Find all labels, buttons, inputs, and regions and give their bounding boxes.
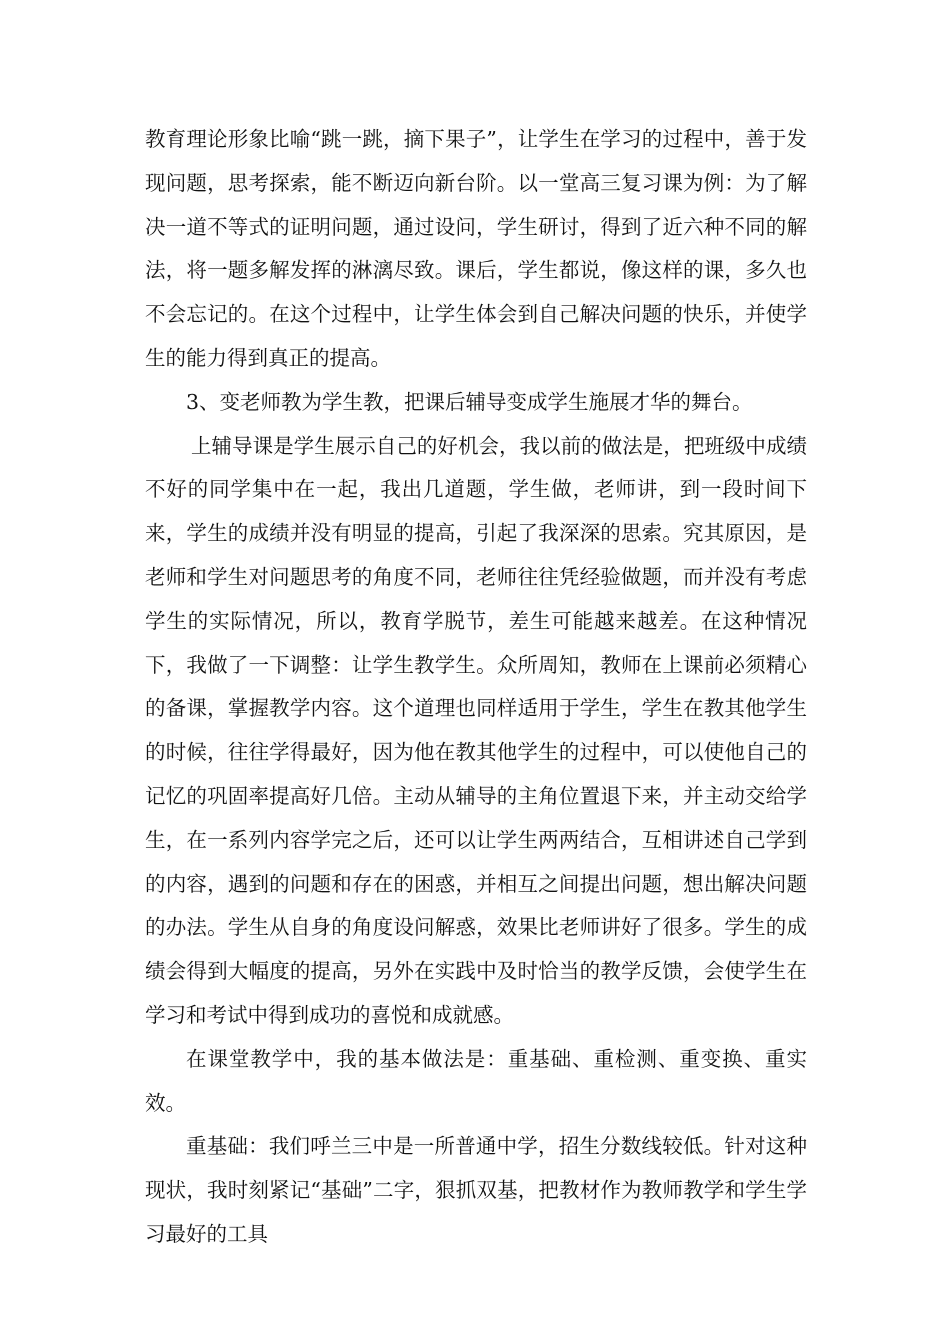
paragraph-tutoring: 上辅导课是学生展示自己的好机会，我以前的做法是，把班级中成绩不好的同学集中在一起，我出几道题，学生做，老师讲，到一段时间下来，学生的成绩并没有明显的提高，引起了我深深的思索。究其原因，是老师和学生对问题思考的角度不同，老师往往凭经验做题，而并没有考虑学生的实际情况，所以，教育学脱节，差生可能越来越差。在这种情况下，我做了一下调整：让学生教学生。众所周知，教师在上课前必须精心的备课，掌握教学内容。这个道理也同样适用于学生，学生在教其他学生的时候，往往学得最好，因为他在教其他学生的过程中，可以使他自己的记忆的巩固率提高好几倍。主动从辅导的主角位置退下来，并主动交给学生，在一系列内容学完之后，还可以让学生两两结合，互相讲述自己学到的内容，遇到的问题和存在的困惑，并相互之间提出问题，想出解决问题的办法。学生从自身的角度设问解惑，效果比老师讲好了很多。学生的成绩会得到大幅度的提高，另外在实践中及时恰当的教学反馈，会使学生在学习和考试中得到成功的喜悦和成就感。 <box>145 433 807 1027</box>
paragraph-focus-basics: 重基础：我们呼兰三中是一所普通中学，招生分数线较低。针对这种现状，我时刻紧记“基础”二字，狠抓双基，把教材作为教师教学和学生学习最好的工具 <box>145 1134 807 1246</box>
paragraph-basic-method: 在课堂教学中，我的基本做法是：重基础、重检测、重变换、重实效。 <box>145 1046 807 1115</box>
paragraph-continuation: 教育理论形象比喻“跳一跳，摘下果子”，让学生在学习的过程中，善于发现问题，思考探索，能不断迈向新台阶。以一堂高三复习课为例：为了解决一道不等式的证明问题，通过设问，学生研讨，得到了近六种不同的解法，将一题多解发挥的淋漓尽致。课后，学生都说，像这样的课，多久也不会忘记的。在这个过程中，让学生体会到自己解决问题的快乐，并使学生的能力得到真正的提高。 <box>145 127 807 370</box>
paragraph-heading-3: 3、变老师教为学生教，把课后辅导变成学生施展才华的舞台。 <box>186 389 753 414</box>
document-body <box>145 118 807 1257</box>
